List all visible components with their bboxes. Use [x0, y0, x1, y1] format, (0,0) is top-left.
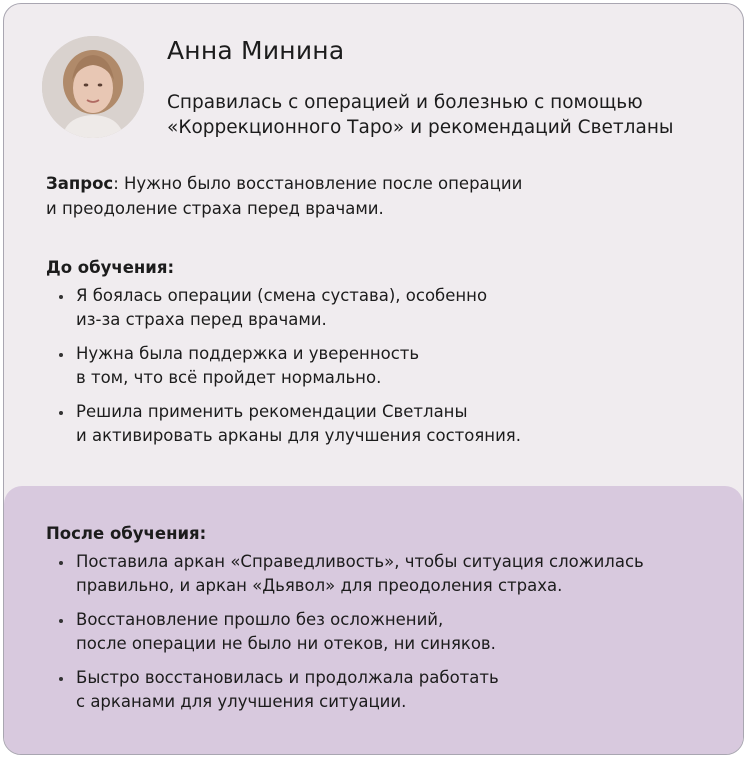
bullet-icon — [59, 677, 63, 681]
testimonial-card — [3, 3, 744, 755]
after-list — [46, 550, 644, 714]
list-item: Восстановление прошло без осложнений, после операции не было ни отеков, ни синяков. — [46, 608, 644, 656]
list-item: Решила применить рекомендации Светланы и активировать арканы для улучшения состояния. — [46, 400, 521, 448]
subtitle-line: Справилась с операцией и болезнью с помощью — [167, 92, 643, 113]
subtitle-line: «Коррекционного Таро» и рекомендаций Светланы — [167, 117, 674, 138]
bullet-icon — [59, 619, 63, 623]
after-panel — [4, 486, 743, 755]
request-text: : Нужно было восстановление после операции — [113, 174, 523, 193]
avatar — [42, 36, 144, 138]
person-name: Анна Минина — [167, 36, 345, 65]
list-item: Нужна была поддержка и уверенность в том, что всё пройдет нормально. — [46, 342, 521, 390]
list-item: Поставила аркан «Справедливость», чтобы ситуация сложилась правильно, и аркан «Дьявол» для преодоления страха. — [46, 550, 644, 598]
list-item: Быстро восстановилась и продолжала работать с арканами для улучшения ситуации. — [46, 666, 644, 714]
bullet-icon — [59, 411, 63, 415]
testimonial-subtitle — [167, 90, 727, 140]
before-title: До обучения: — [46, 258, 175, 277]
before-list — [46, 284, 521, 448]
list-item: Я боялась операции (смена сустава), особенно из-за страха перед врачами. — [46, 284, 521, 332]
request-block — [46, 171, 706, 221]
bullet-icon — [59, 353, 63, 357]
bullet-icon — [59, 561, 63, 565]
request-line: и преодоление страха перед врачами. — [46, 199, 384, 218]
avatar-photo — [42, 36, 144, 138]
after-title: После обучения: — [46, 524, 207, 543]
request-label: Запрос — [46, 174, 114, 193]
bullet-icon — [59, 295, 63, 299]
request-line — [46, 171, 706, 196]
